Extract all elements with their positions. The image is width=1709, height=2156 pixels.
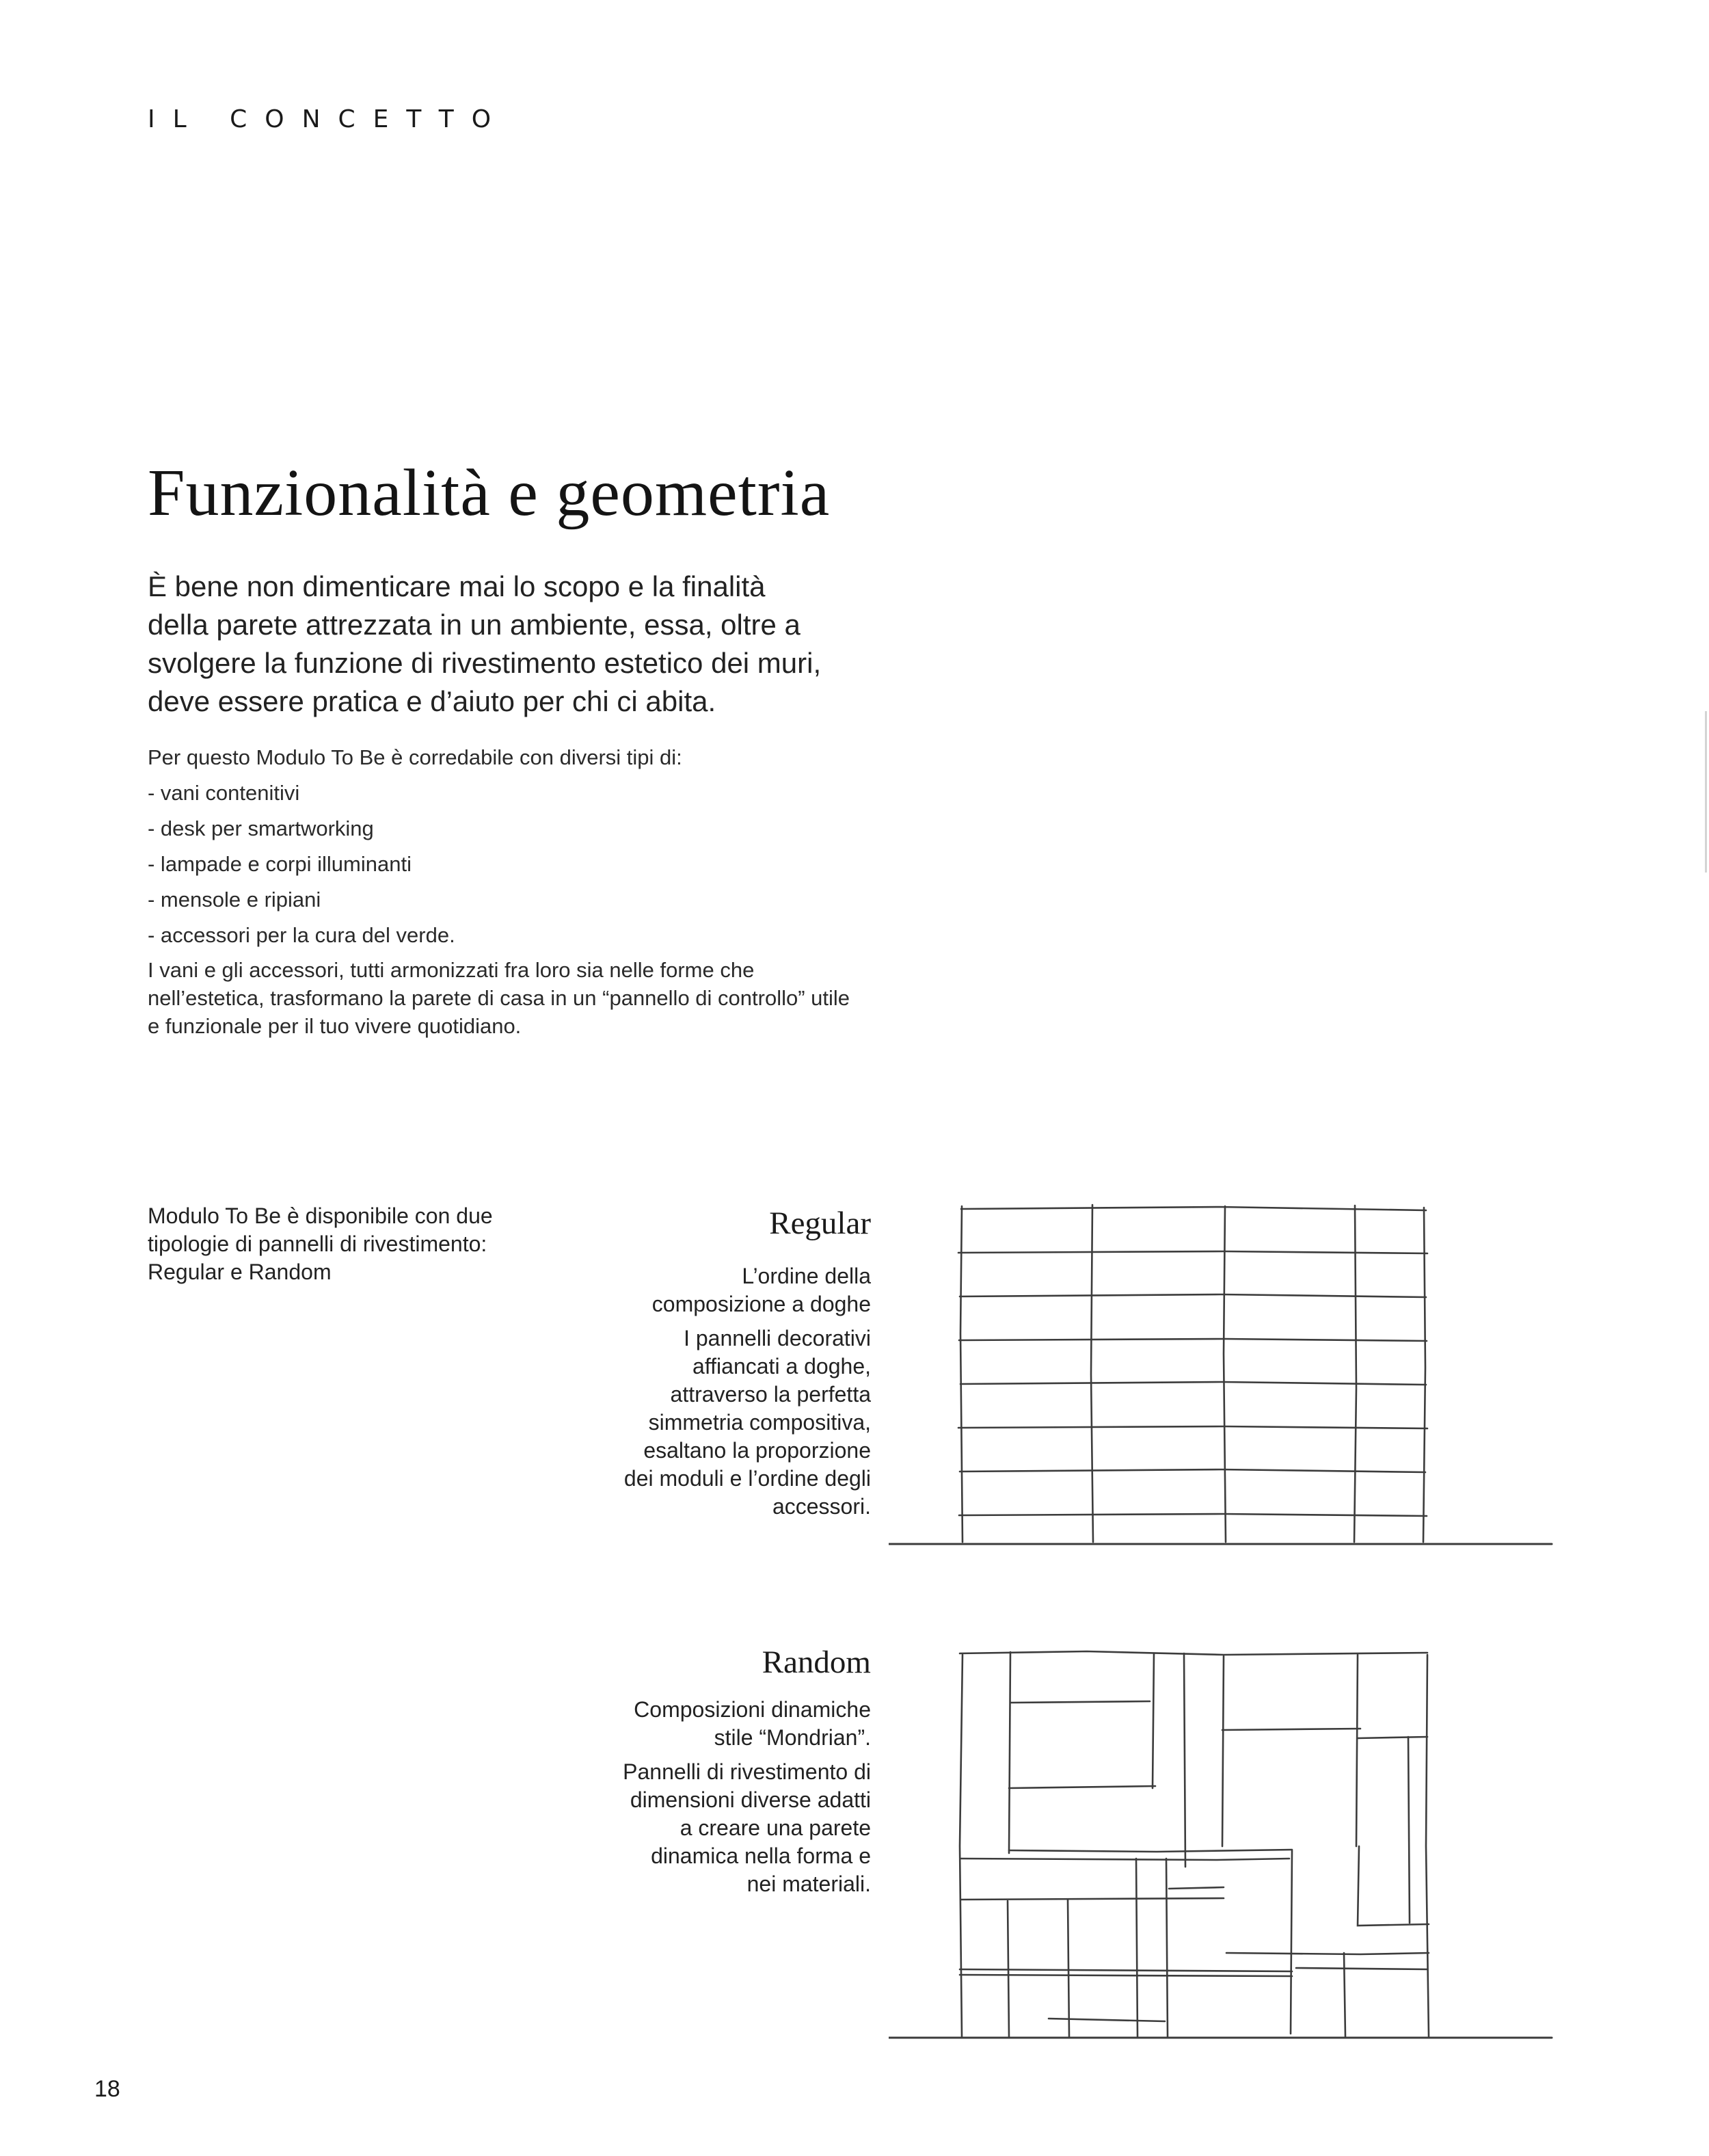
- page-number: 18: [94, 2076, 120, 2102]
- sketch-stroke: [1222, 1656, 1224, 1846]
- sketch-stroke: [1009, 1850, 1292, 1852]
- sketch-stroke: [1426, 1655, 1429, 2036]
- sketch-stroke: [1184, 1653, 1185, 1867]
- sketch-stroke: [1296, 1968, 1427, 1969]
- random-panel-sketch: [889, 1641, 1559, 2051]
- feature-item: - desk per smartworking: [148, 816, 374, 840]
- sketch-stroke: [1344, 1953, 1345, 2036]
- sketch-stroke: [958, 1426, 1427, 1428]
- availability-text: Modulo To Be è disponibile con due tipologie di pannelli di rivestimento: Regular e Random: [148, 1203, 493, 1284]
- random-subtitle: Composizioni dinamiche stile “Mondrian”.: [634, 1697, 871, 1750]
- sketch-stroke: [1423, 1208, 1425, 1542]
- sketch-stroke: [960, 1975, 1292, 1976]
- feature-item: - accessori per la cura del verde.: [148, 923, 455, 947]
- feature-item: - lampade e corpi illuminanti: [148, 852, 412, 876]
- section-label: IL CONCETTO: [148, 105, 509, 133]
- random-title: Random: [762, 1645, 871, 1680]
- features-closing: I vani e gli accessori, tutti armonizzati fra loro sia nelle forme che nell’estetica, trasformano la parete di casa in un “pannello di controllo” utile e funzionale per il tuo vivere quotidiano.: [148, 958, 850, 1038]
- sketch-stroke: [1224, 1206, 1226, 1542]
- sketch-stroke: [1009, 1652, 1010, 1853]
- regular-title: Regular: [769, 1206, 871, 1241]
- sketch-stroke: [1354, 1206, 1356, 1542]
- regular-description: I pannelli decorativi affiancati a doghe, attraverso la perfetta simmetria compositiva, esaltano la proporzione dei moduli e l’ordine degli accessori.: [623, 1326, 871, 1519]
- regular-subtitle: L’ordine della composizione a doghe: [651, 1264, 871, 1316]
- random-text: [618, 1696, 871, 1904]
- random-description: Pannelli di rivestimento di dimensioni diverse adatti a creare una parete dinamica nella forma e nei materiali.: [623, 1759, 871, 1896]
- sketch-stroke: [1136, 1859, 1138, 2036]
- sketch-stroke: [1008, 1901, 1009, 2036]
- sketch-stroke: [1358, 1846, 1429, 1926]
- sketch-stroke: [1009, 1786, 1155, 1788]
- regular-panel-sketch: [889, 1197, 1559, 1559]
- sketch-stroke: [1226, 1953, 1429, 1954]
- feature-item: - vani contenitivi: [148, 781, 300, 805]
- feature-item: - mensole e ripiani: [148, 888, 321, 911]
- regular-text: [611, 1262, 871, 1527]
- sketch-stroke: [1049, 2019, 1165, 2021]
- sketch-stroke: [1010, 1701, 1150, 1703]
- sketch-stroke: [961, 1898, 1224, 1900]
- sketch-stroke: [1408, 1737, 1410, 1923]
- lead-paragraph: È bene non dimenticare mai lo scopo e la finalità della parete attrezzata in un ambiente, essa, oltre a svolgere la funzione di rivestimento estetico dei muri, deve essere pratica e d’aiuto per chi ci abita.: [148, 570, 822, 717]
- sketch-stroke: [958, 1251, 1427, 1253]
- sketch-stroke: [1068, 1900, 1069, 2036]
- sketch-stroke: [1358, 1737, 1427, 1738]
- sketch-stroke: [960, 1655, 963, 2036]
- edge-mark: [1705, 711, 1707, 873]
- page-title: Funzionalità e geometria: [148, 456, 831, 530]
- sketch-stroke: [1356, 1655, 1358, 1846]
- features-intro: Per questo Modulo To Be è corredabile con diversi tipi di:: [148, 745, 682, 769]
- sketch-stroke: [1222, 1729, 1360, 1730]
- sketch-stroke: [961, 1207, 1426, 1210]
- sketch-stroke: [1153, 1653, 1154, 1788]
- sketch-stroke: [960, 1206, 963, 1542]
- sketch-stroke: [960, 1969, 1292, 1971]
- sketch-stroke: [959, 1514, 1427, 1516]
- sketch-stroke: [1091, 1205, 1093, 1542]
- sketch-stroke: [961, 1859, 1289, 1860]
- sketch-stroke: [1291, 1850, 1292, 2034]
- sketch-stroke: [1169, 1887, 1224, 1889]
- features-text: [148, 740, 859, 1040]
- sketch-stroke: [1166, 1859, 1168, 2036]
